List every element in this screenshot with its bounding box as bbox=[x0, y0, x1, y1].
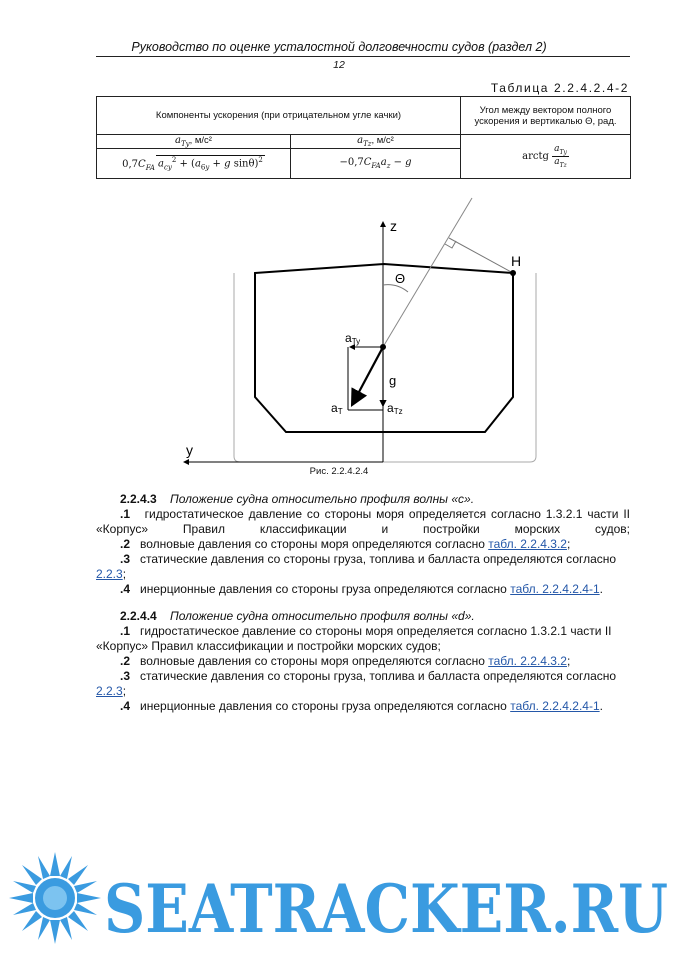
atz-subheader: $a_{Tz}$, м/с² bbox=[357, 135, 394, 148]
page-number: 12 bbox=[333, 59, 345, 71]
section-2-2-4-4-item-1: .1 гидростатическое давление со стороны моря определяется согласно 1.3.2.1 части II «Корпус» Правил классификации и постройки морских судов; bbox=[96, 624, 612, 653]
watermark-text: SEATRACKER.RU bbox=[104, 870, 668, 948]
outer-hull-outline bbox=[234, 273, 536, 462]
section-number: 2.2.4.3 bbox=[120, 492, 157, 506]
section-number: 2.2.4.4 bbox=[120, 609, 157, 623]
seatracker-watermark bbox=[0, 850, 678, 950]
link-2-2-3[interactable]: 2.2.3 bbox=[96, 684, 123, 698]
sun-logo-icon bbox=[9, 852, 101, 944]
point-h bbox=[510, 270, 516, 276]
angle-formula: arctg $\frac{a_{Ty}}{a_{Tz}}$ bbox=[522, 144, 567, 169]
label-at: aT bbox=[331, 401, 343, 416]
label-y: y bbox=[186, 442, 193, 458]
document-header-title: Руководство по оценке усталостной долговечности судов (раздел 2) bbox=[131, 40, 547, 54]
aty-subheader: $a_{Ty}$, м/с² bbox=[175, 135, 212, 148]
section-2-2-4-3-item-3: .3 статические давления со стороны груза, топлива и балласта определяются согласно 2.2.3; bbox=[96, 552, 617, 581]
atz-formula: $-0,7C_{FA}a_z - g$ bbox=[339, 157, 412, 170]
link-table-2-2-4-2-4-1[interactable]: табл. 2.2.4.2.4-1 bbox=[510, 699, 600, 713]
link-table-2-2-4-2-4-1[interactable]: табл. 2.2.4.2.4-1 bbox=[510, 582, 600, 596]
center-of-gravity-point bbox=[380, 344, 386, 350]
right-angle-mark bbox=[445, 241, 456, 248]
link-table-2-2-4-3-2[interactable]: табл. 2.2.4.3.2 bbox=[488, 654, 567, 668]
label-atz: aTz bbox=[387, 401, 403, 416]
link-table-2-2-4-3-2[interactable]: табл. 2.2.4.3.2 bbox=[488, 537, 567, 551]
section-2-2-4-3-heading bbox=[96, 492, 630, 507]
label-theta: Θ bbox=[395, 271, 406, 286]
aty-formula: $0,7C_{FA}$ $a_{cy}^2 + (a_{6y} + g$ sinθ)$^2$ bbox=[122, 156, 263, 172]
figure-caption: Рис. 2.2.4.2.4 bbox=[309, 466, 369, 477]
label-h: H bbox=[511, 253, 522, 269]
section-2-2-4-3-item-2: .2 волновые давления со стороны моря определяются согласно табл. 2.2.4.3.2; bbox=[120, 537, 571, 551]
section-title: Положение судна относительно профиля волны «d». bbox=[170, 609, 475, 623]
label-z: z bbox=[390, 218, 397, 234]
angle-header: Угол между вектором полного ускорения и вертикалью Θ, рад. bbox=[474, 104, 617, 127]
label-g: g bbox=[389, 373, 397, 388]
at-vector bbox=[352, 347, 383, 405]
section-title: Положение судна относительно профиля волны «c». bbox=[170, 492, 475, 506]
components-header: Компоненты ускорения (при отрицательном угле качки) bbox=[155, 110, 402, 121]
section-2-2-4-3-item-1: .1 гидростатическое давление со стороны моря определяется согласно 1.3.2.1 части II «Корпус» Правил классификации и постройки морских судов; bbox=[96, 507, 630, 536]
table-caption: Таблица 2.2.4.2.4-2 bbox=[490, 81, 629, 95]
section-2-2-4-4-item-4: .4 инерционные давления со стороны груза определяются согласно табл. 2.2.4.2.4-1. bbox=[120, 699, 603, 713]
section-2-2-4-3-item-4: .4 инерционные давления со стороны груза определяются согласно табл. 2.2.4.2.4-1. bbox=[120, 582, 603, 596]
section-2-2-4-4-heading bbox=[96, 609, 630, 624]
section-2-2-4-4-item-3: .3 статические давления со стороны груза, топлива и балласта определяются согласно 2.2.3; bbox=[96, 669, 617, 698]
section-2-2-4-4-item-2: .2 волновые давления со стороны моря определяются согласно табл. 2.2.4.3.2; bbox=[120, 654, 571, 668]
perpendicular-to-h bbox=[449, 238, 513, 273]
link-2-2-3[interactable]: 2.2.3 bbox=[96, 567, 123, 581]
label-aty: aTy bbox=[345, 331, 361, 346]
